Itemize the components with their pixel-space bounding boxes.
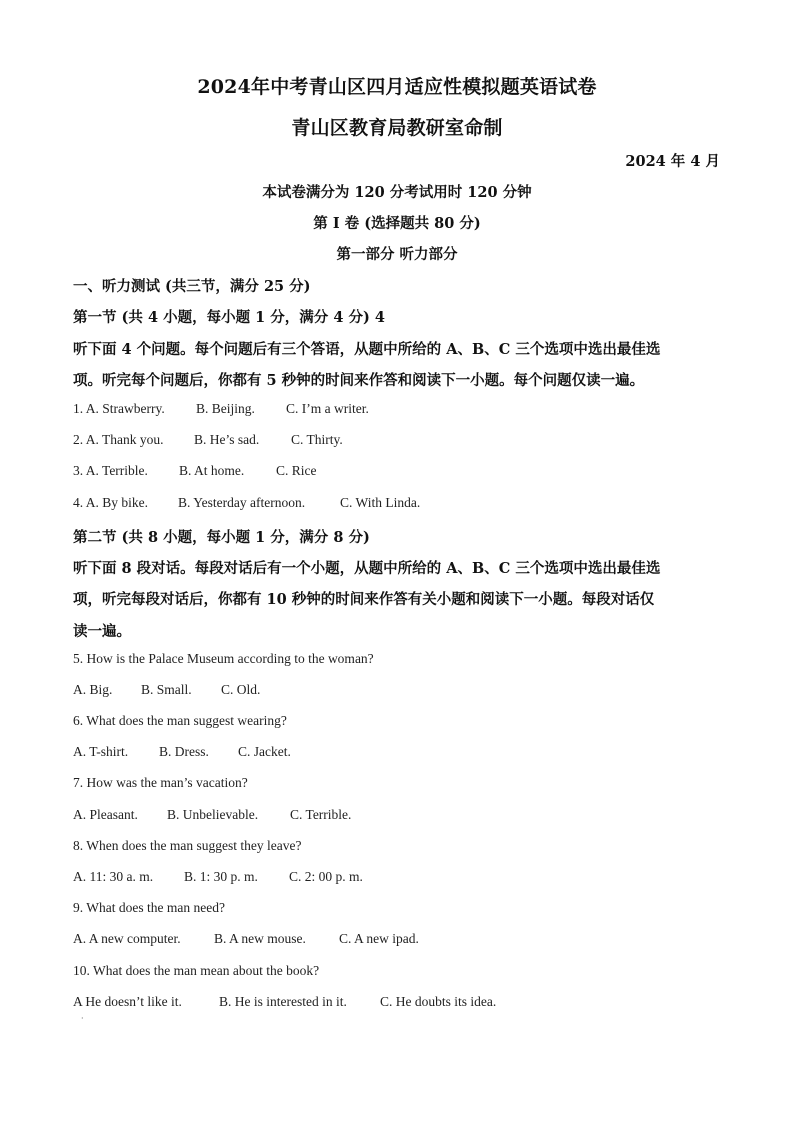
score-time-note: 本试卷满分为 120 分考试用时 120 分钟 — [262, 184, 532, 201]
question-options — [73, 744, 291, 760]
option-b: B. He’s sad. — [194, 432, 260, 447]
option-c: C. With Linda. — [340, 495, 421, 510]
volume-heading: 第 I 卷 (选择题共 80 分) — [313, 215, 481, 232]
section2-heading: 第二节 (共 8 小题，每小题 1 分，满分 8 分) — [73, 529, 370, 546]
section1-instructions-line2: 项。听完每个问题后，你都有 5 秒钟的时间来作答和阅读下一小题。每个问题仅读一遍。 — [73, 372, 645, 389]
stray-mark: · — [81, 1014, 84, 1023]
option-a: A. Pleasant. — [73, 807, 138, 822]
option-c: C. I’m a writer. — [286, 401, 369, 416]
section1-instructions-line1: 听下面 4 个问题。每个问题后有三个答语，从题中所给的 A、B、C 三个选项中选出最佳选 — [73, 341, 661, 358]
question-row — [73, 463, 317, 479]
question-options — [73, 807, 351, 823]
option-a: A. Big. — [73, 682, 113, 697]
question-stem: 8. When does the man suggest they leave? — [73, 838, 302, 853]
option-a: A. T-shirt. — [73, 744, 129, 759]
option-b: B. A new mouse. — [214, 931, 306, 946]
option-a: A He doesn’t like it. — [73, 994, 182, 1009]
option-a: A. 11: 30 a. m. — [73, 869, 154, 884]
question-stem: 9. What does the man need? — [73, 900, 225, 915]
option-c: C. He doubts its idea. — [380, 994, 497, 1009]
option-c: C. 2: 00 p. m. — [289, 869, 363, 884]
option-a: A. A new computer. — [73, 931, 181, 946]
question-stem: 6. What does the man suggest wearing? — [73, 713, 287, 728]
question-stem: 5. How is the Palace Museum according to the woman? — [73, 651, 374, 666]
option-c: C. Old. — [221, 682, 261, 697]
question-options — [73, 682, 260, 698]
question-options — [73, 994, 496, 1010]
exam-date: 2024 年 4 月 — [625, 153, 720, 170]
section1-heading: 第一节 (共 4 小题，每小题 1 分，满分 4 分) 4 — [73, 309, 385, 326]
option-b: B. He is interested in it. — [219, 994, 347, 1009]
option-c: C. Terrible. — [290, 807, 352, 822]
option-c: C. Thirty. — [291, 432, 343, 447]
option-c: C. Jacket. — [238, 744, 291, 759]
section2-instructions-line1: 听下面 8 段对话。每段对话后有一个小题，从题中所给的 A、B、C 三个选项中选出最佳选 — [73, 560, 661, 577]
option-b: B. Dress. — [159, 744, 209, 759]
section2-instructions-line3: 读一遍。 — [73, 623, 131, 640]
section2-instructions-line2: 项，听完每段对话后，你都有 10 秒钟的时间来作答有关小题和阅读下一小题。每段对话仅 — [73, 591, 655, 608]
option-a: 2. A. Thank you. — [73, 432, 164, 447]
option-b: B. Yesterday afternoon. — [178, 495, 306, 510]
question-options — [73, 931, 419, 947]
option-b: B. Beijing. — [196, 401, 255, 416]
option-a: 4. A. By bike. — [73, 495, 149, 510]
question-row — [73, 401, 369, 417]
option-b: B. At home. — [179, 463, 245, 478]
option-c: C. Rice — [276, 463, 317, 478]
option-b: B. 1: 30 p. m. — [184, 869, 258, 884]
question-stem: 7. How was the man’s vacation? — [73, 775, 248, 790]
listening-section-heading: 一、听力测试 (共三节，满分 25 分) — [73, 278, 311, 295]
question-stem: 10. What does the man mean about the book? — [73, 963, 320, 978]
option-b: B. Small. — [141, 682, 192, 697]
question-row — [73, 495, 420, 511]
option-a: 1. A. Strawberry. — [73, 401, 165, 416]
option-c: C. A new ipad. — [339, 931, 419, 946]
exam-subtitle: 青山区教育局教研室命制 — [291, 117, 503, 139]
question-row — [73, 432, 343, 448]
exam-title: 2024年中考青山区四月适应性模拟题英语试卷 — [197, 76, 597, 98]
option-a: 3. A. Terrible. — [73, 463, 148, 478]
part-heading: 第一部分 听力部分 — [336, 246, 458, 263]
question-options — [73, 869, 363, 885]
option-b: B. Unbelievable. — [167, 807, 259, 822]
